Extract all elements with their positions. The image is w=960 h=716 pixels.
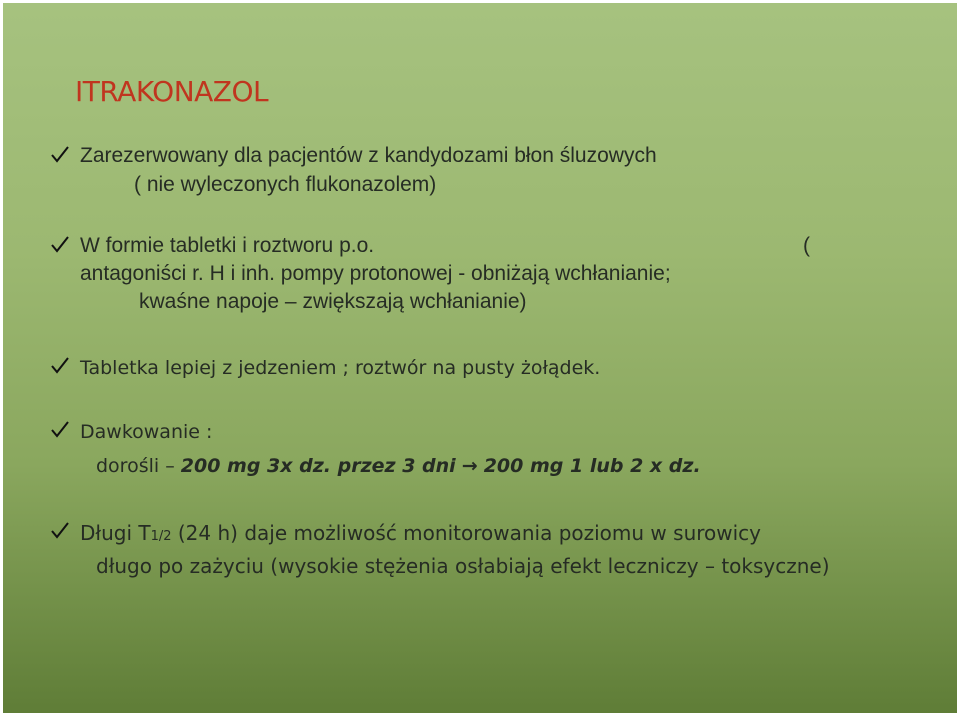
bullet-2-line-2: antagoniści r. H i inh. pompy protonowej - obniżają wchłanianie;	[80, 262, 671, 285]
bullet-2-line-1: W formie tabletki i roztworu p.o.	[80, 234, 375, 257]
bullet-2-open-paren: (	[803, 234, 810, 257]
bullet-5-line-1	[80, 520, 761, 550]
checkmark-icon	[51, 236, 69, 254]
bullet-4-line-2	[96, 453, 701, 479]
checkmark-icon	[51, 522, 69, 540]
half-life-label: Długi T	[80, 521, 151, 545]
slide	[3, 3, 957, 713]
half-life-subscript: 1/2	[150, 529, 172, 544]
dosage-maintenance: 200 mg 1 lub 2 x dz.	[483, 455, 701, 477]
bullet-2-line-3: kwaśne napoje – zwiększają wchłanianie)	[139, 290, 527, 313]
slide-title: ITRAKONAZOL	[75, 75, 269, 108]
bullet-1-line-2: ( nie wyleczonych flukonazolem)	[134, 173, 437, 196]
bullet-5-line-2: długo po zażyciu (wysokie stężenia osłabiają efekt leczniczy – toksyczne)	[96, 554, 830, 578]
arrow-right-icon: →	[461, 455, 478, 477]
checkmark-icon	[51, 357, 69, 375]
bullet-1-line-1: Zarezerwowany dla pacjentów z kandydozami błon śluzowych	[80, 144, 657, 167]
checkmark-icon	[51, 421, 69, 439]
bullet-3-line-1: Tabletka lepiej z jedzeniem ; roztwór na pusty żołądek.	[80, 357, 601, 379]
bullet-4-line-1: Dawkowanie :	[80, 421, 213, 443]
half-life-description: (24 h) daje możliwość monitorowania poziomu w surowicy	[171, 521, 762, 545]
dosage-adult-label: dorośli –	[96, 455, 181, 477]
dosage-initial: 200 mg 3x dz. przez 3 dni	[180, 455, 456, 477]
checkmark-icon	[51, 146, 69, 164]
